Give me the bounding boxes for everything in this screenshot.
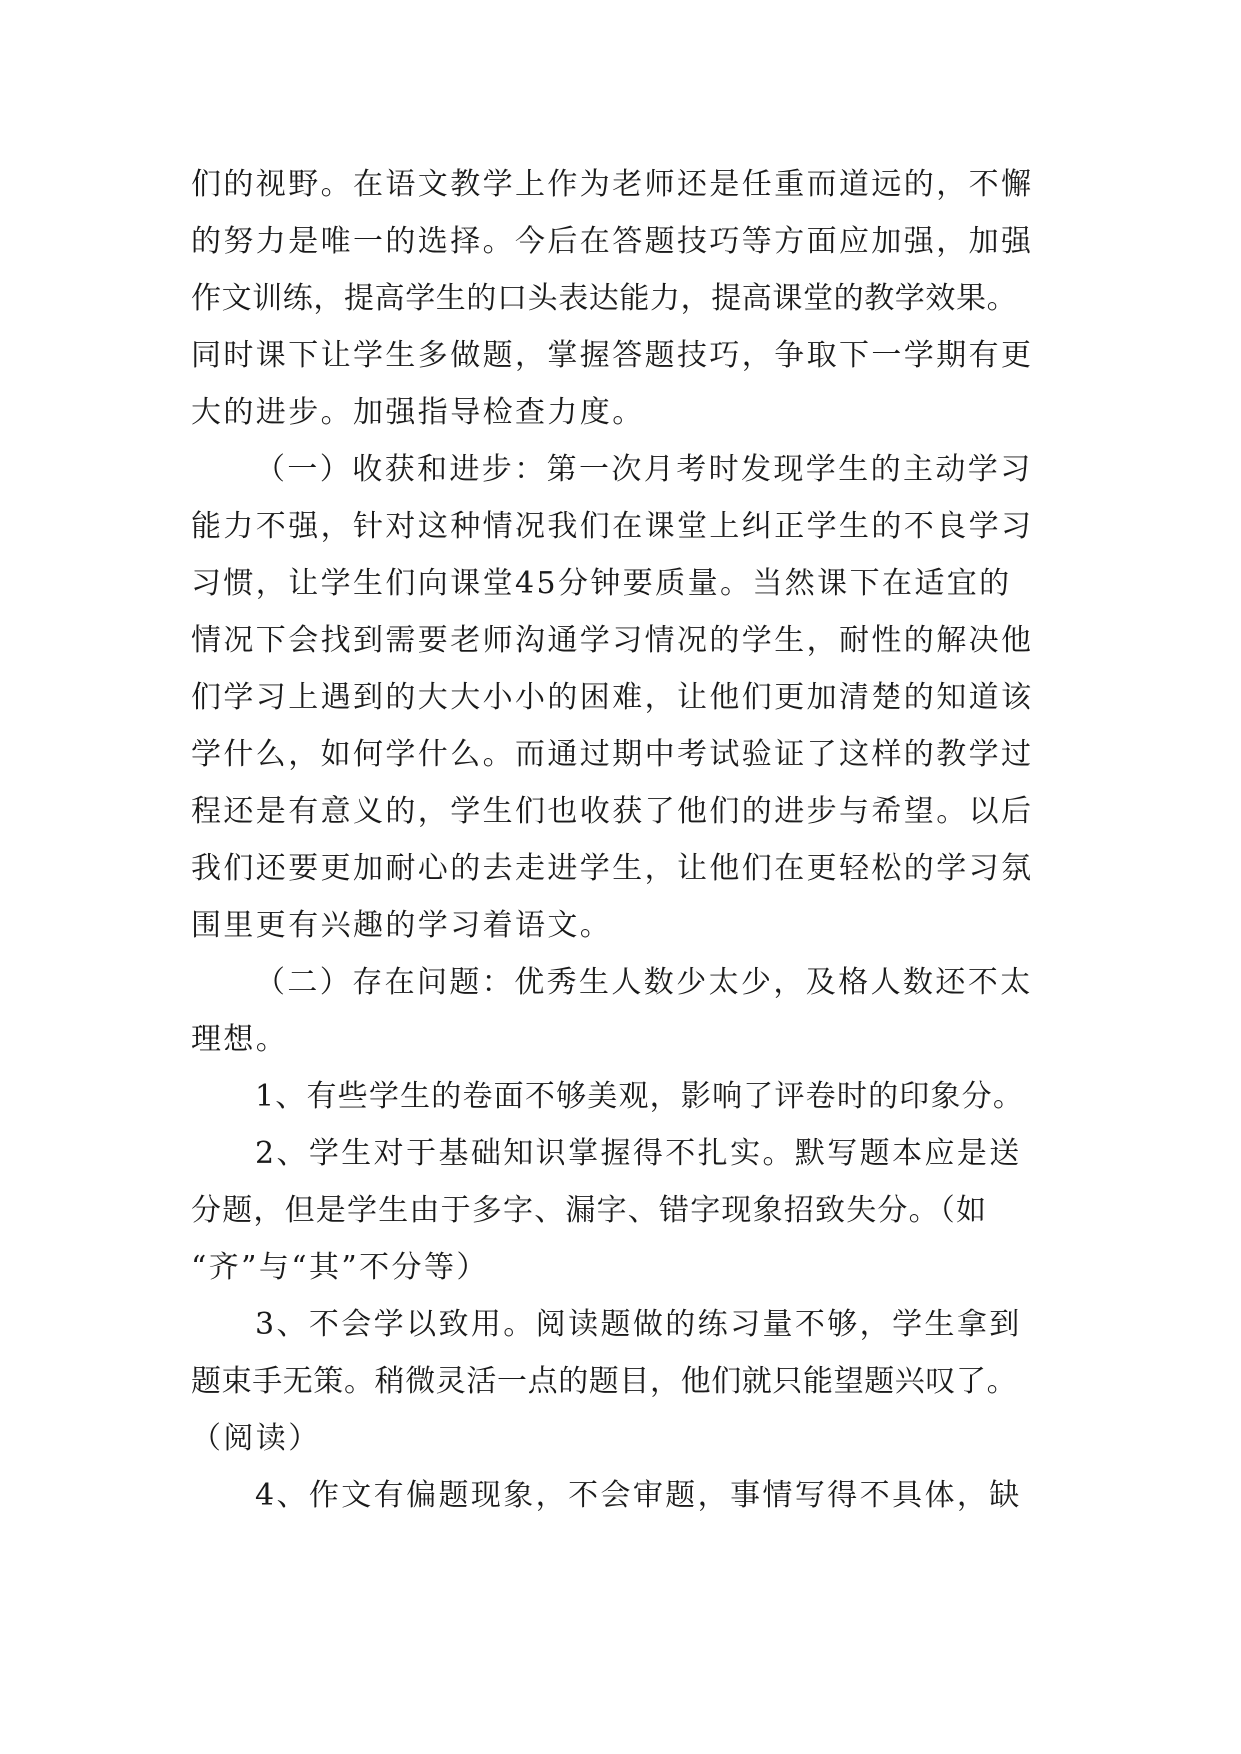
- text-line: 题束手无策。稍微灵活一点的题目，他们就只能望题兴叹了。: [191, 1364, 1018, 1399]
- text-line: 1、有些学生的卷面不够美观，影响了评卷时的印象分。: [255, 1079, 1025, 1114]
- text-line: 情况下会找到需要老师沟通学习情况的学生，耐性的解决他: [191, 623, 1034, 658]
- text-line: 们学习上遇到的大大小小的困难，让他们更加清楚的知道该: [191, 680, 1034, 715]
- text-line: 同时课下让学生多做题，掌握答题技巧，争取下一学期有更: [191, 338, 1034, 373]
- text-line: 4、作文有偏题现象，不会审题，事情写得不具体，缺: [255, 1478, 1022, 1513]
- document-page: [191, 156, 1051, 1524]
- text-line: 作文训练，提高学生的口头表达能力，提高课堂的教学效果。: [191, 281, 1018, 316]
- text-line: 分题，但是学生由于多字、漏字、错字现象招致失分。（如: [191, 1193, 988, 1228]
- text-line: 大的进步。加强指导检查力度。: [191, 395, 645, 430]
- text-line: 的努力是唯一的选择。今后在答题技巧等方面应加强，加强: [191, 224, 1034, 259]
- text-line: “齐”与“其”不分等）: [191, 1250, 489, 1285]
- text-line: 能力不强，针对这种情况我们在课堂上纠正学生的不良学习: [191, 509, 1034, 544]
- text-line: 程还是有意义的，学生们也收获了他们的进步与希望。以后: [191, 794, 1034, 829]
- text-line: 们的视野。在语文教学上作为老师还是任重而道远的，不懈: [191, 167, 1034, 202]
- text-line: 学什么，如何学什么。而通过期中考试验证了这样的教学过: [191, 737, 1034, 772]
- text-line: （一）收获和进步：第一次月考时发现学生的主动学习: [255, 452, 1033, 487]
- text-line: 理想。: [191, 1022, 289, 1057]
- text-line: 习惯，让学生们向课堂45分钟要质量。当然课下在适宜的: [191, 566, 1012, 601]
- text-line: 2、学生对于基础知识掌握得不扎实。默写题本应是送: [255, 1136, 1022, 1171]
- text-line: 我们还要更加耐心的去走进学生，让他们在更轻松的学习氛: [191, 851, 1034, 886]
- text-line: 3、不会学以致用。阅读题做的练习量不够，学生拿到: [255, 1307, 1022, 1342]
- text-line: （阅读）: [191, 1421, 321, 1456]
- text-line: 围里更有兴趣的学习着语文。: [191, 908, 613, 943]
- text-line: （二）存在问题：优秀生人数少太少，及格人数还不太: [255, 965, 1033, 1000]
